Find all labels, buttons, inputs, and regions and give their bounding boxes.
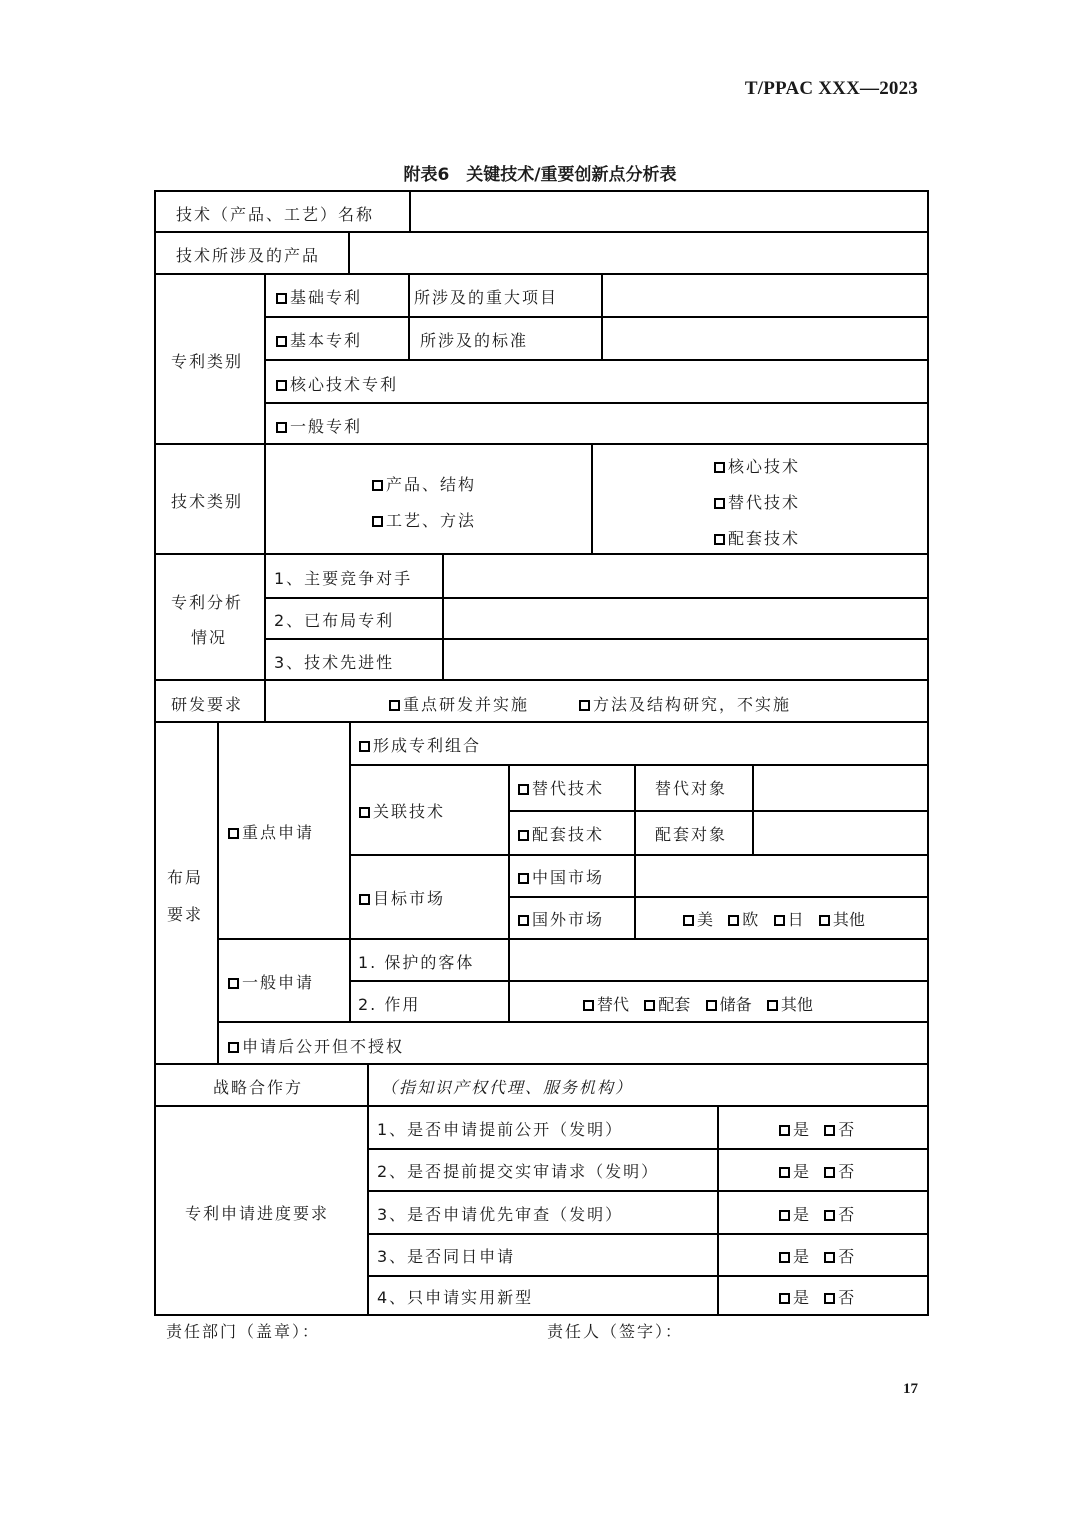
checkbox-icon[interactable] <box>228 978 239 989</box>
rd-implement-option[interactable]: 重点研发并实施 <box>389 695 529 715</box>
related-tech-option[interactable]: 关联技术 <box>359 802 445 822</box>
checkbox-icon[interactable] <box>389 700 400 711</box>
yes-option[interactable]: 是 <box>779 1120 809 1140</box>
layout-requirement-label-1: 布局 <box>167 868 204 887</box>
checkbox-icon[interactable] <box>819 915 830 926</box>
checkbox-icon[interactable] <box>767 1000 778 1011</box>
standard-label: 所涉及的标准 <box>420 331 529 350</box>
target-market-option[interactable]: 目标市场 <box>359 889 445 909</box>
progress-item-priority-exam: 3、是否申请优先审查（发明） <box>377 1205 624 1224</box>
us-option[interactable]: 美 <box>683 910 713 930</box>
competitor-item: 1、主要竞争对手 <box>274 569 413 588</box>
rd-research-only-option[interactable]: 方法及结构研究，不实施 <box>579 695 791 715</box>
alt-tech-option[interactable]: 替代技术 <box>518 779 604 799</box>
yes-option[interactable]: 是 <box>779 1288 809 1308</box>
progress-yes-no-5 <box>779 1288 854 1308</box>
table-title: 附表6 关键技术/重要创新点分析表 <box>403 165 677 185</box>
checkbox-icon[interactable] <box>714 534 725 545</box>
no-option[interactable]: 否 <box>824 1162 854 1182</box>
checkbox-icon[interactable] <box>359 807 370 818</box>
foreign-market-option[interactable]: 国外市场 <box>518 910 604 930</box>
tech-name-label: 技术（产品、工艺）名称 <box>176 205 375 224</box>
progress-yes-no-4 <box>779 1247 854 1267</box>
function-label: 2. 作用 <box>358 995 421 1014</box>
progress-label: 专利申请进度要求 <box>185 1204 330 1223</box>
general-patent-option[interactable]: 一般专利 <box>276 417 362 437</box>
rd-requirement-label: 研发要求 <box>171 695 244 714</box>
progress-yes-no-2 <box>779 1162 854 1182</box>
responsible-person-signature: 责任人（签字）： <box>547 1322 684 1341</box>
checkbox-icon[interactable] <box>276 422 287 433</box>
fn-replace-option[interactable]: 替代 <box>583 995 629 1015</box>
basic-foundation-patent-option[interactable]: 基础专利 <box>276 288 362 308</box>
china-market-option[interactable]: 中国市场 <box>518 868 604 888</box>
checkbox-icon[interactable] <box>774 915 785 926</box>
responsible-dept-signature: 责任部门（盖章）： <box>166 1322 321 1341</box>
sup-object-label: 配套对象 <box>655 825 728 844</box>
standard-code: T/PPAC XXX—2023 <box>744 78 918 99</box>
core-tech-option[interactable]: 核心技术 <box>714 457 800 477</box>
checkbox-icon[interactable] <box>683 915 694 926</box>
core-tech-patent-option[interactable]: 核心技术专利 <box>276 375 398 395</box>
checkbox-icon[interactable] <box>518 830 529 841</box>
existing-patents-item: 2、已布局专利 <box>274 611 395 630</box>
checkbox-icon[interactable] <box>228 1042 239 1053</box>
yes-option[interactable]: 是 <box>779 1247 809 1267</box>
checkbox-icon[interactable] <box>824 1252 835 1263</box>
no-option[interactable]: 否 <box>824 1247 854 1267</box>
fn-support-option[interactable]: 配套 <box>644 995 690 1015</box>
progress-yes-no-3 <box>779 1205 854 1225</box>
alternative-tech-option[interactable]: 替代技术 <box>714 493 800 513</box>
basic-patent-option[interactable]: 基本专利 <box>276 331 362 351</box>
supporting-tech-option[interactable]: 配套技术 <box>714 529 800 549</box>
checkbox-icon[interactable] <box>518 784 529 795</box>
alt-object-label: 替代对象 <box>655 779 728 798</box>
checkbox-icon[interactable] <box>824 1125 835 1136</box>
patent-category-label: 专利类别 <box>171 352 244 371</box>
tech-category-label: 技术类别 <box>171 492 244 511</box>
strategic-partner-label: 战略合作方 <box>213 1078 304 1097</box>
publish-no-grant-option[interactable]: 申请后公开但不授权 <box>228 1037 404 1057</box>
checkbox-icon[interactable] <box>518 873 529 884</box>
general-application-option[interactable]: 一般申请 <box>228 973 314 993</box>
process-method-option[interactable]: 工艺、方法 <box>372 511 476 531</box>
sup-tech-option[interactable]: 配套技术 <box>518 825 604 845</box>
checkbox-icon[interactable] <box>583 1000 594 1011</box>
yes-option[interactable]: 是 <box>779 1205 809 1225</box>
progress-item-utility-only: 4、只申请实用新型 <box>377 1288 534 1307</box>
fn-reserve-option[interactable]: 储备 <box>706 995 752 1015</box>
checkbox-icon[interactable] <box>228 828 239 839</box>
checkbox-icon[interactable] <box>372 480 383 491</box>
strategic-partner-hint: （指知识产权代理、服务机构） <box>381 1078 634 1097</box>
checkbox-icon[interactable] <box>359 741 370 752</box>
page-number: 17 <box>903 1381 918 1397</box>
product-structure-option[interactable]: 产品、结构 <box>372 475 476 495</box>
function-options <box>583 995 813 1015</box>
checkbox-icon[interactable] <box>518 915 529 926</box>
protected-object-label: 1. 保护的客体 <box>358 953 475 972</box>
checkbox-icon[interactable] <box>714 498 725 509</box>
eu-option[interactable]: 欧 <box>728 910 758 930</box>
progress-item-early-exam: 2、是否提前提交实审请求（发明） <box>377 1162 660 1181</box>
patent-analysis-label-2: 情况 <box>191 628 228 647</box>
no-option[interactable]: 否 <box>824 1288 854 1308</box>
checkbox-icon[interactable] <box>824 1167 835 1178</box>
checkbox-icon[interactable] <box>824 1210 835 1221</box>
checkbox-icon[interactable] <box>706 1000 717 1011</box>
layout-requirement-label-2: 要求 <box>167 905 204 924</box>
progress-item-same-day: 3、是否同日申请 <box>377 1247 516 1266</box>
no-option[interactable]: 否 <box>824 1205 854 1225</box>
checkbox-icon[interactable] <box>779 1210 790 1221</box>
checkbox-icon[interactable] <box>779 1125 790 1136</box>
form-portfolio-option[interactable]: 形成专利组合 <box>359 736 481 756</box>
checkbox-icon[interactable] <box>779 1167 790 1178</box>
checkbox-icon[interactable] <box>276 293 287 304</box>
patent-analysis-label-1: 专利分析 <box>171 593 244 612</box>
checkbox-icon[interactable] <box>644 1000 655 1011</box>
tech-advancement-item: 3、技术先进性 <box>274 653 395 672</box>
checkbox-icon[interactable] <box>824 1293 835 1304</box>
major-project-label: 所涉及的重大项目 <box>414 288 559 307</box>
progress-item-early-publish: 1、是否申请提前公开（发明） <box>377 1120 624 1139</box>
fn-other-option[interactable]: 其他 <box>767 995 813 1015</box>
checkbox-icon[interactable] <box>276 380 287 391</box>
checkbox-icon[interactable] <box>779 1252 790 1263</box>
checkbox-icon[interactable] <box>579 700 590 711</box>
market-region-options <box>683 910 865 930</box>
checkbox-icon[interactable] <box>728 915 739 926</box>
checkbox-icon[interactable] <box>372 516 383 527</box>
checkbox-icon[interactable] <box>359 894 370 905</box>
jp-option[interactable]: 日 <box>774 910 804 930</box>
key-application-option[interactable]: 重点申请 <box>228 823 314 843</box>
no-option[interactable]: 否 <box>824 1120 854 1140</box>
checkbox-icon[interactable] <box>779 1293 790 1304</box>
checkbox-icon[interactable] <box>276 336 287 347</box>
checkbox-icon[interactable] <box>714 462 725 473</box>
tech-products-label: 技术所涉及的产品 <box>176 246 321 265</box>
other-region-option[interactable]: 其他 <box>819 910 865 930</box>
progress-yes-no-1 <box>779 1120 854 1140</box>
yes-option[interactable]: 是 <box>779 1162 809 1182</box>
